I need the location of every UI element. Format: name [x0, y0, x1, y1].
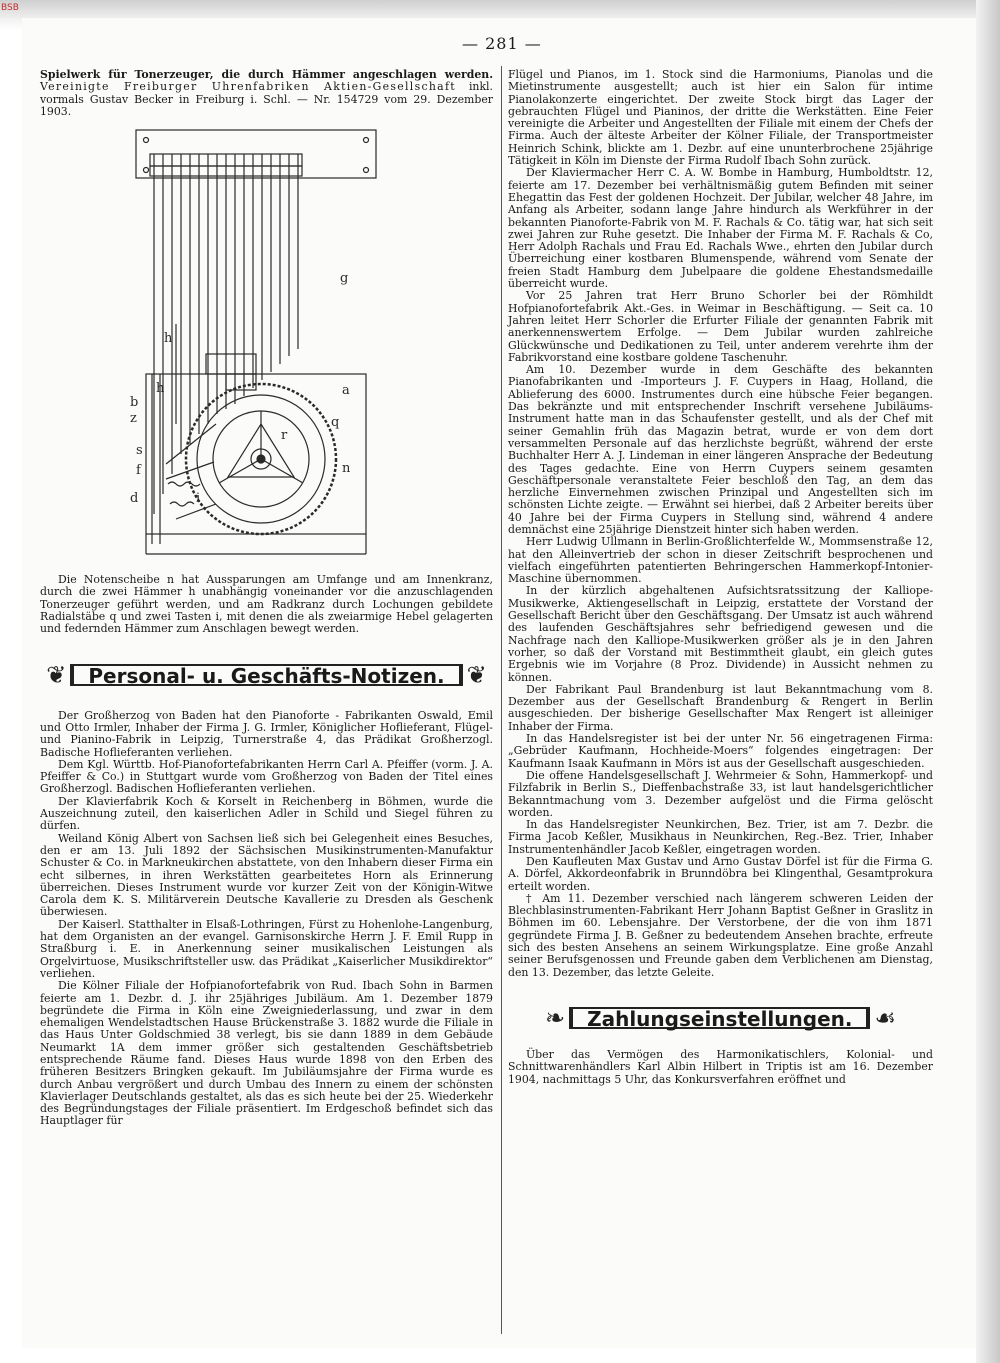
scan-edge-right [976, 0, 1000, 1363]
notice-paragraph: Vor 25 Jahren trat Herr Bruno Schorler bei der Römhildt Hofpianofortefabrik Akt.-Ges. in Weimar in Beschäftigung. — Seit ca. 10 Jahren leitet Herr Schorler die Erfurter Filiale der genannten Fabrik mit anerkennenswertem Erfolge. — Dem Jubilar wurden zahlreiche Glückwünsche und Dedikationen zu Teil, unter anderem verehrte ihm der Fabrikvorstand eine kostbare goldene Taschenuhr. [508, 289, 933, 364]
figure-label-h-upper: h [164, 331, 173, 347]
article-intro [40, 69, 493, 118]
notice-paragraph: Die Kölner Filiale der Hofpianofortefabrik von Rud. Ibach Sohn in Barmen feierte am 1. Dezbr. d. J. ihr 25jähriges Jubiläum. Am 1. Dezember 1879 begründete die Firma in Köln eine Zweigniederlassung, und zwar in dem ehemaligen Wendelstadtschen Hause Brückenstraße 3. 1882 wurde die Filiale in das Haus Unter Goldschmied 38 verlegt, bis sie dann 1889 in dem Gebäude Neumarkt 1A dem immer größer sich gestaltenden Geschäftsbetrieb entsprechende Räume fand. Dieses Haus wurde 1898 von den Erben des früheren Besitzers Bringken gekauft. Im Jubiläumsjahre der Firma wurde es durch Anbau vergrößert und durch Umbau des Innern zu einem der schönsten Klavierlager Deutschlands gestaltet, als das es sich heute bei der 25. Wiederkehr des Begründungstages der Filiale präsentiert. Im Erdgeschoß befindet sich das Hauptlager für [40, 979, 493, 1128]
notice-paragraph: Der Kaiserl. Statthalter in Elsaß-Lothringen, Fürst zu Hohenlohe-Langenburg, hat dem Organisten an der evangel. Garnisonskirche Herrn J. F. Emil Rupp in Straßburg i. E. in Anerkennung seiner musikalischen Leistungen als Orgelvirtuose, Musikschriftsteller usw. das Prädikat „Kaiserlicher Musikdirektor“ verliehen. [40, 917, 493, 980]
notice-paragraph: In das Handelsregister Neunkirchen, Bez. Trier, ist am 7. Dezbr. die Firma Jacob Keßler, Musikhaus in Neunkirchen, Reg.-Bez. Trier, Inhaber Instrumentenhändler Jacob Keßler, eingetragen worden. [508, 818, 933, 856]
article-source-details: inkl. vormals Gustav Becker in Freiburg i. Schl. — Nr. 154729 vom 29. Dezember 1903. [40, 80, 493, 118]
library-mark: BSB [1, 3, 19, 13]
section-banner-personal [40, 662, 493, 688]
article-heading: Spielwerk für Tonerzeuger, die durch Hämmer angeschlagen werden. [40, 68, 493, 81]
right-column [508, 69, 933, 1086]
column-divider [501, 66, 502, 1334]
notice-paragraph: In das Handelsregister ist bei der unter Nr. 56 eingetragenen Firma: „Gebrüder Kaufmann, Hochheide-Moers“ folgendes eingetragen: Der Kaufmann Isaak Kaufmann in Mörs ist aus der Gesellschaft ausgeschieden. [508, 732, 933, 770]
figure-label-q: q [331, 415, 340, 431]
page-number: — 281 — [462, 34, 542, 53]
section-banner-zahlung [508, 1005, 933, 1031]
figure-caption: Die Notenscheibe n hat Aussparungen am Umfange und am Innenkranz, durch die zwei Hämmer h unabhängig voneinander vor die anzuschlagenden Tonerzeuger geführt werden, und am Radkranz durch Lochungen gebildete Radialstäbe q und zwei Tasten i, mit denen die als zweiarmige Hebel gelagerten und federnden Hämmer zum Anschlagen bewegt werden. [40, 573, 493, 636]
notice-paragraph: Am 10. Dezember wurde in dem Geschäfte des bekannten Pianofabrikanten und -Importeurs J. F. Cuypers in Haag, Holland, die Ablieferung des 6000. Instrumentes durch eine hübsche Feier begangen. Das bekränzte und mit entsprechender Inschrift versehene Jubiläums-Instrument hatte man in das Schaufenster gestellt, und als der Chef mit seiner Gemahlin früh das Magazin betrat, wurde er von dem dort versammelten Personale auf das herzlichste begrüßt, während der erste Buchhalter Herr A. J. Lindeman in einer längeren Ansprache der Bedeutung des Tages gedachte. Eine von Herrn Cuypers seinem gesamten Geschäftpersonale veranstaltete Feier beschloß den Tag, an dem das herzliche Einvernehmen zwischen Prinzipal und Angestellten sich im schönsten Lichte zeigte. — Erwähnt sei hierbei, daß 2 Arbeiter bereits über 40 Jahre bei der Firma Cuypers in Stellung sind, während 4 andere demnächst eine 25jährige Dienstzeit hinter sich haben werden. [508, 363, 933, 536]
figure-label-g: g [340, 271, 349, 287]
figure-label-r: r [281, 428, 288, 444]
notice-paragraph: Der Klaviermacher Herr C. A. W. Bombe in Hamburg, Humboldtstr. 12, feierte am 17. Dezember bei verhältnismäßig gutem Befinden mit seiner Ehegattin das Fest der goldenen Hochzeit. Der Jubilar, welcher 48 Jahre, im Anfang als Arbeiter, sodann lange Jahre hindurch als Werkführer in der bekannten Pianoforte-Fabrik von M. F. Rachals & Co. tätig war, hat sich seit zwei Jahren zur Ruhe gesetzt. Die Inhaber der Firma M. F. Rachals & Co, Herr Adolph Rachals und Frau Ed. Rachals Wwe., ehrten den Jubilar durch Überreichung einer kostbaren Blumenspende, während vom Senate der freien Stadt Hamburg dem Jubelpaare die goldene Ehestandsmedaille überreicht wurde. [508, 166, 933, 291]
ornament-icon: ❦ [466, 660, 487, 689]
figure-label-d: d [130, 491, 139, 507]
notice-paragraph: Die offene Handelsgesellschaft J. Wehrmeier & Sohn, Hammerkopf- und Filzfabrik in Berlin S., Dieffenbachstraße 33, ist laut handelsgerichtlicher Bekanntmachung vom 3. Dezember aufgelöst und die Firma gelöscht worden. [508, 768, 933, 819]
notice-paragraph: Weiland König Albert von Sachsen ließ sich bei Gelegenheit eines Besuches, den er am 13. Juli 1892 der Sächsischen Musikinstrumenten-Manufaktur Schuster & Co. in Markneukirchen abstattete, von den Inhabern dieser Firma ein echt silbernes, in ihren Werkstätten gearbeitetes Horn als Erinnerung überreichen. Dieses Instrument wurde vor kurzer Zeit von der Königin-Witwe Carola dem K. S. Militärverein Deutsche Kavallerie zu Dresden als Geschenk überwiesen. [40, 831, 493, 919]
figure-label-z: z [130, 411, 137, 427]
notice-paragraph: Über das Vermögen des Harmonikatischlers, Kolonial- und Schnittwarenhändlers Karl Albin Hilbert in Triptis ist am 16. Dezember 1904, nachmittags 5 Uhr, das Konkursverfahren eröffnet und [508, 1047, 933, 1086]
figure-label-i: i [196, 491, 201, 507]
figure-label-a: a [342, 383, 350, 399]
section-heading-zahlung: Zahlungseinstellungen. [569, 1007, 870, 1029]
section-heading-personal: Personal- u. Geschäfts-Notizen. [70, 664, 462, 686]
notice-paragraph: Flügel und Pianos, im 1. Stock sind die Harmoniums, Pianolas und die Mietinstrumente ausgestellt; auch ist hier ein Salon für intime Pianolakonzerte eingerichtet. Der zweite Stock birgt das Lager der gebrauchten Flügel und Pianinos, der dritte die Werkstätten. Eine Feier vereinigte die Arbeiter und Angestellten der Filiale mit einem der Chefs der Firma. Auch der älteste Arbeiter der Kölner Filiale, der Transportmeister Heinrich Schink, blickte am 1. Dezbr. auf eine ununterbrochene 25jährige Tätigkeit in Köln im Dienste der Firma Rudolf Ibach Sohn zurück. [508, 68, 933, 168]
notice-paragraph: Den Kaufleuten Max Gustav und Arno Gustav Dörfel ist für die Firma G. A. Dörfel, Akkordeonfabrik in Brunndöbra bei Klingenthal, Gesamtprokura erteilt worden. [508, 855, 933, 893]
notice-paragraph: Dem Kgl. Württb. Hof-Pianofortefabrikanten Herrn Carl A. Pfeiffer (vorm. J. A. Pfeiffer & Co.) in Stuttgart wurde vom Großherzog von Baden der Titel eines Großherzogl. Badischen Hoflieferanten verliehen. [40, 757, 493, 796]
notice-paragraph: In der kürzlich abgehaltenen Aufsichtsratssitzung der Kalliope-Musikwerke, Aktiengesellschaft in Leipzig, erstattete der Vorstand der Gesellschaft Bericht über den Geschäftsgang. Der Umsatz ist auch während des laufenden Geschäftsjahres sehr befriedigend gewesen und die Nachfrage nach den Kalliope-Musikwerken größer als je in den Jahren vorher, so daß der Vorstand mit Bestimmtheit glaubt, ein gleich gutes Ergebnis wie im Vorjahre (8 Proz. Dividende) in Aussicht nehmen zu können. [508, 584, 933, 684]
ornament-icon: ☙ [874, 1003, 896, 1032]
ornament-icon: ❧ [544, 1003, 566, 1032]
notice-paragraph: Der Großherzog von Baden hat den Pianoforte - Fabrikanten Oswald, Emil und Otto Irmler, Inhaber der Firma J. G. Irmler, Königlicher Hoflieferant, Flügel- und Pianino-Fabrik in Leipzig, Turnerstraße 4, das Prädikat Großherzogl. Badische Hoflieferanten verliehen. [40, 708, 493, 759]
notice-paragraph: Herr Ludwig Ullmann in Berlin-Großlichterfelde W., Mommsenstraße 12, hat den Alleinvertrieb der schon in dieser Zeitschrift besprochenen und vielfach eingeführten patentierten Behringerschen Hammerkopf-Intonier-Maschine übernommen. [508, 535, 933, 586]
article-source-company: Vereinigte Freiburger Uhrenfabriken Aktien-Gesellschaft [40, 80, 456, 94]
notice-paragraph: † Am 11. Dezember verschied nach längerem schweren Leiden der Blechblasinstrumenten-Fabrikant Herr Johann Baptist Geßner in Graslitz in Böhmen im 60. Lebensjahre. Der Verstorbene, der die von ihm 1871 gegründete Firma J. B. Geßner zu bedeutendem Ansehen brachte, erfreute sich des besten Ansehens an seinem Wirkungsplatze. Eine große Anzahl seiner Berufsgenossen und Freunde gaben dem Verblichenen am Dienstag, den 13. Dezember, das letzte Geleite. [508, 891, 933, 979]
left-column [40, 69, 493, 1128]
patent-figure [40, 124, 493, 564]
figure-label-h-lower: h [156, 381, 165, 397]
figure-label-f: f [136, 463, 141, 479]
patent-drawing [106, 124, 406, 564]
notice-paragraph: Der Fabrikant Paul Brandenburg ist laut Bekanntmachung vom 8. Dezember aus der Gesellschaft Brandenburg & Rengert in Berlin ausgeschieden. Der bisherige Gesellschafter Max Rengert ist alleiniger Inhaber der Firma. [508, 682, 933, 733]
figure-label-b: b [130, 395, 139, 411]
ornament-icon: ❦ [46, 660, 67, 689]
figure-label-n: n [342, 461, 351, 477]
figure-label-s: s [136, 443, 143, 459]
notice-paragraph: Der Klavierfabrik Koch & Korselt in Reichenberg in Böhmen, wurde die Auszeichnung zuteil, den kaiserlichen Adler in Schild und Siegel führen zu dürfen. [40, 794, 493, 833]
